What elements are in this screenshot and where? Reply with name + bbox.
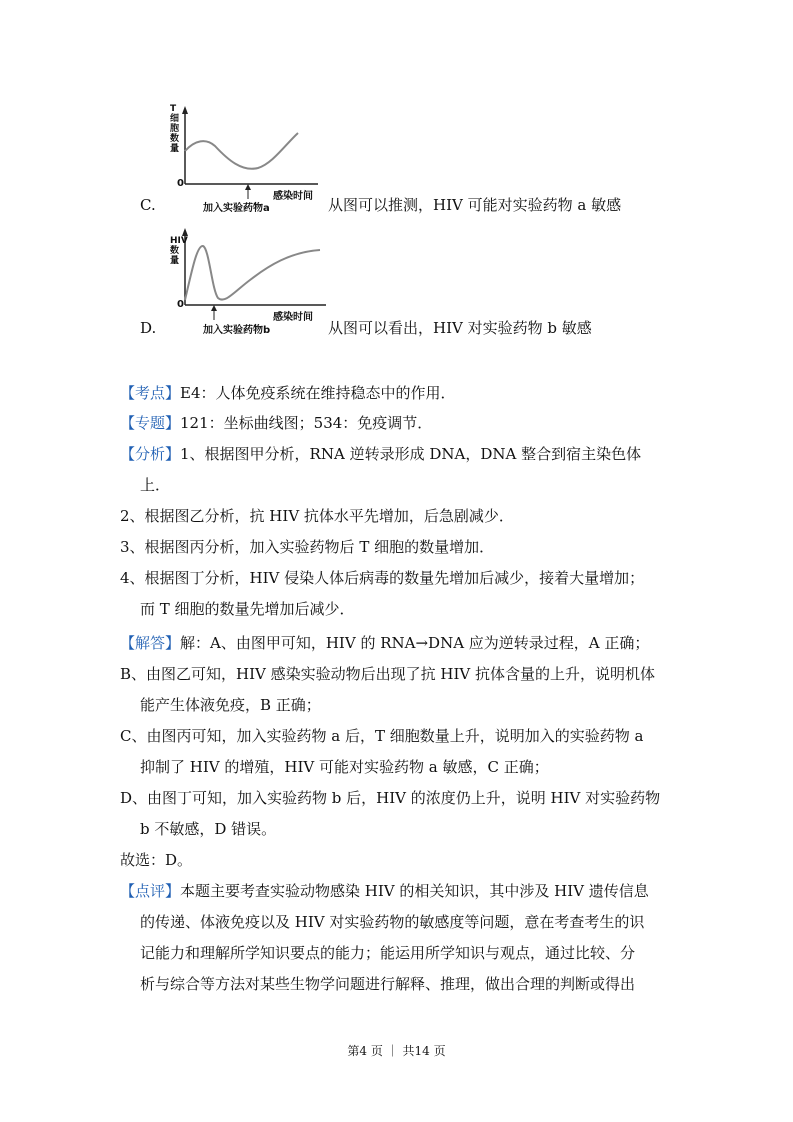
zhuanti-row: [120, 413, 432, 433]
chart-c-x-label: 感染时间: [273, 191, 313, 202]
dianping-line-1: 本题主要考查实验动物感染 HIV 的相关知识，其中涉及 HIV 遗传信息: [180, 882, 649, 900]
zhuanti-text: 121：坐标曲线图；534：免疫调节．: [180, 414, 433, 432]
jieda-line-3: 能产生体液免疫，B 正确；: [140, 696, 321, 714]
jieda-line-7: b 不敏感，D 错误。: [140, 820, 277, 838]
option-d-letter: D.: [140, 319, 157, 337]
chart-c-origin: 0: [177, 178, 184, 189]
chart-c-y-label: T细胞数量: [170, 104, 180, 154]
jieda-line-1: 解：A、由图甲可知，HIV 的 RNA→DNA 应为逆转录过程，A 正确；: [180, 634, 650, 652]
jieda-line-8: 故选：D。: [120, 851, 193, 869]
fenxi-line-3: 2、根据图乙分析，抗 HIV 抗体水平先增加，后急剧减少．: [120, 507, 514, 525]
jieda-line-4: C、由图丙可知，加入实验药物 a 后，T 细胞数量上升，说明加入的实验药物 a: [120, 727, 644, 745]
jieda-row: [120, 633, 649, 653]
kaodian-tag: 【考点】: [120, 384, 181, 402]
option-d-conclusion: 从图可以看出，HIV 对实验药物 b 敏感: [328, 319, 592, 337]
dianping-line-4: 析与综合等方法对某些生物学问题进行解释、推理，做出合理的判断或得出: [140, 975, 636, 993]
dianping-tag: 【点评】: [120, 882, 181, 900]
kaodian-row: [120, 383, 456, 403]
fenxi-line-4: 3、根据图丙分析，加入实验药物后 T 细胞的数量增加．: [120, 538, 495, 556]
fenxi-line-5: 4、根据图丁分析，HIV 侵染人体后病毒的数量先增加后减少，接着大量增加；: [120, 569, 645, 587]
fenxi-line-1: 1、根据图甲分析，RNA 逆转录形成 DNA，DNA 整合到宿主染色体: [180, 445, 642, 463]
jieda-tag: 【解答】: [120, 634, 181, 652]
jieda-line-2: B、由图乙可知，HIV 感染实验动物后出现了抗 HIV 抗体含量的上升，说明机体: [120, 665, 656, 683]
chart-d-marker-label: 加入实验药物b: [203, 325, 271, 336]
fenxi-line-2: 上．: [140, 476, 171, 494]
chart-d-curve: [185, 246, 320, 300]
fenxi-tag: 【分析】: [120, 445, 181, 463]
fenxi-line-6: 而 T 细胞的数量先增加后减少．: [140, 600, 355, 618]
chart-d-x-label: 感染时间: [273, 312, 313, 323]
chart-d-marker-arrow: [211, 305, 217, 311]
jieda-line-5: 抑制了 HIV 的增殖，HIV 可能对实验药物 a 敏感，C 正确；: [140, 758, 549, 776]
dianping-line-3: 记能力和理解所学知识要点的能力；能运用所学知识与观点，通过比较、分: [140, 944, 636, 962]
option-c-conclusion: 从图可以推测，HIV 可能对实验药物 a 敏感: [328, 196, 622, 214]
chart-d-y-label: HIV数量: [170, 236, 188, 266]
kaodian-text: E4：人体免疫系统在维持稳态中的作用．: [180, 384, 456, 402]
chart-d-y-arrow: [182, 228, 188, 236]
fenxi-row: [120, 444, 641, 464]
chart-c-marker-label: 加入实验药物a: [203, 203, 270, 214]
jieda-line-6: D、由图丁可知，加入实验药物 b 后，HIV 的浓度仍上升，说明 HIV 对实验药物: [120, 789, 661, 807]
dianping-line-2: 的传递、体液免疫以及 HIV 对实验药物的敏感度等问题，意在考查考生的识: [140, 913, 645, 931]
zhuanti-tag: 【专题】: [120, 414, 181, 432]
dianping-row: [120, 881, 649, 901]
page-footer: 第4 页 ｜ 共14 页: [347, 1044, 446, 1058]
chart-d-origin: 0: [177, 299, 184, 310]
option-c-letter: C.: [140, 196, 156, 214]
